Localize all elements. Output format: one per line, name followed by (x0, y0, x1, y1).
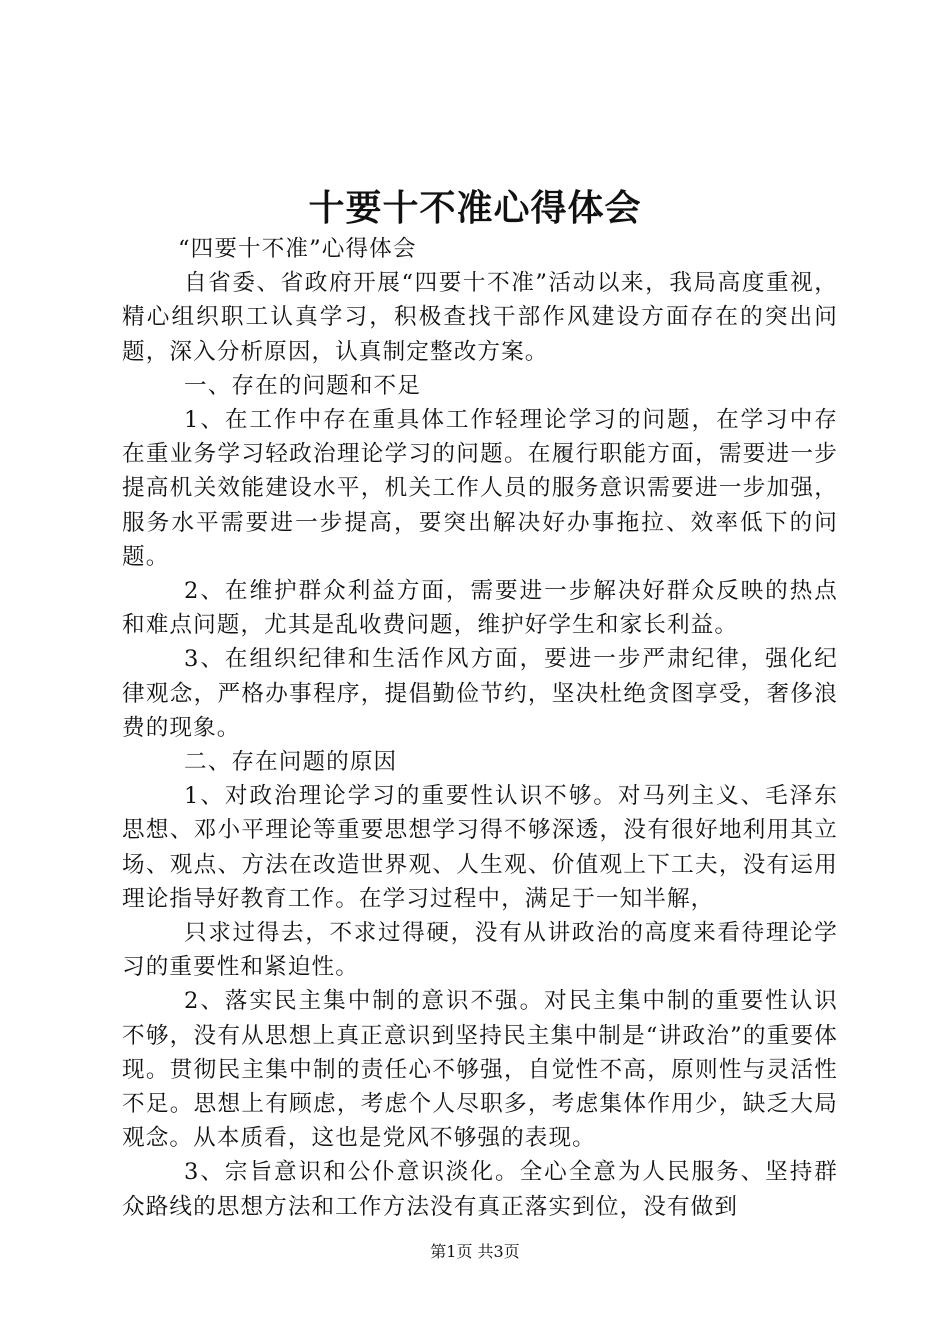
paragraph-problem-1: 1、在工作中存在重具体工作轻理论学习的问题，在学习中存在重业务学习轻政治理论学习的问题。在履行职能方面，需要进一步提高机关效能建设水平，机关工作人员的服务意识需要进一步加强，服务水平需要进一步提高，要突出解决好办事拖拉、效率低下的问题。 (122, 407, 838, 570)
paragraph-problem-2: 2、在维护群众利益方面，需要进一步解决好群众反映的热点和难点问题，尤其是乱收费问题，维护好学生和家长利益。 (122, 578, 838, 639)
section-heading-causes: 二、存在问题的原因 (184, 749, 398, 776)
section-heading-problems: 一、存在的问题和不足 (184, 372, 421, 399)
paragraph-cause-3: 3、宗旨意识和公仆意识淡化。全心全意为人民服务、坚持群众路线的思想方法和工作方法没有真正落实到位，没有做到 (122, 1159, 838, 1220)
paragraph-cause-1-continued: 只求过得去，不求过得硬，没有从讲政治的高度来看待理论学习的重要性和紧迫性。 (122, 920, 838, 981)
paragraph-cause-2: 2、落实民主集中制的意识不强。对民主集中制的重要性认识不够，没有从思想上真正意识到坚持民主集中制是“讲政治”的重要体现。贯彻民主集中制的责任心不够强，自觉性不高，原则性与灵活性不足。思想上有顾虑，考虑个人尽职多，考虑集体作用少，缺乏大局观念。从本质看，这也是党风不够强的表现。 (122, 988, 838, 1152)
paragraph-cause-1: 1、对政治理论学习的重要性认识不够。对马列主义、毛泽东思想、邓小平理论等重要思想学习得不够深透，没有很好地利用其立场、观点、方法在改造世界观、人生观、价值观上下工夫，没有运用理论指导好教育工作。在学习过程中，满足于一知半解， (122, 783, 838, 912)
page-footer: 第1页 共3页 (430, 1242, 520, 1261)
document-body (122, 232, 838, 1224)
paragraph-subtitle: “四要十不准”心得体会 (178, 236, 417, 262)
document-title: 十要十不准心得体会 (308, 188, 642, 229)
paragraph-intro: 自省委、省政府开展“四要十不准”活动以来，我局高度重视，精心组织职工认真学习，积极查找干部作风建设方面存在的突出问题，深入分析原因，认真制定整改方案。 (122, 270, 838, 365)
paragraph-problem-3: 3、在组织纪律和生活作风方面，要进一步严肃纪律，强化纪律观念，严格办事程序，提倡勤俭节约，坚决杜绝贪图享受，奢侈浪费的现象。 (122, 646, 838, 741)
